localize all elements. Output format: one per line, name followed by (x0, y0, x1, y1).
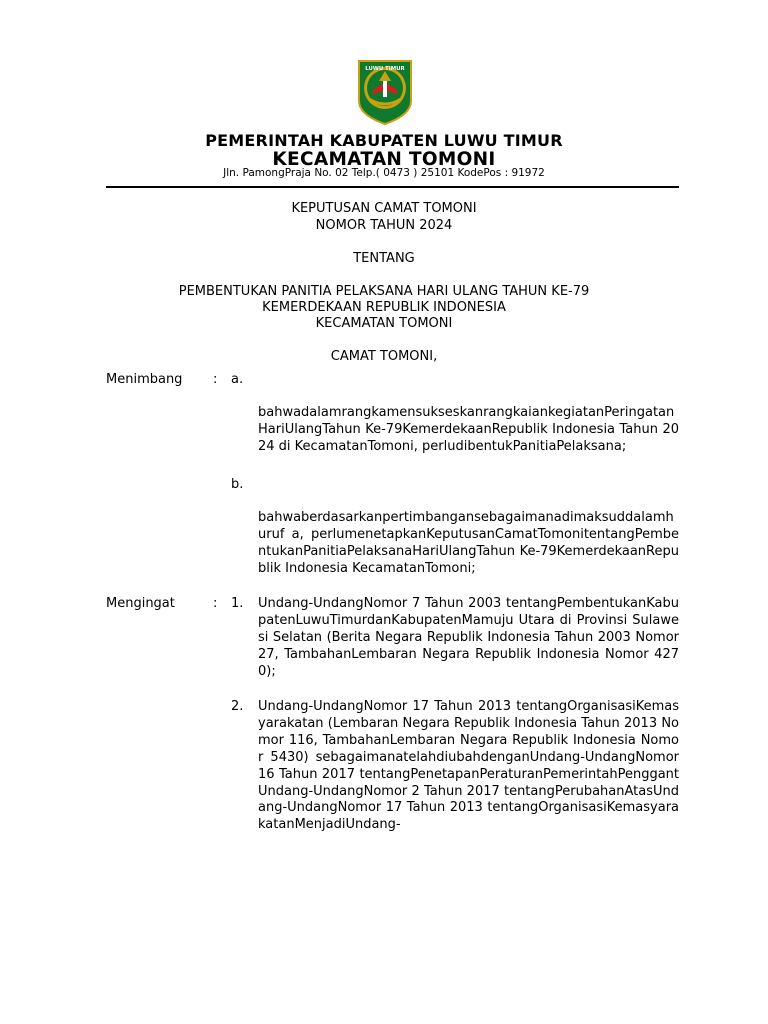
menimbang-colon: : (213, 372, 218, 387)
mengingat-1-marker: 1. (231, 596, 244, 611)
emblem-text: LUWU TIMUR (365, 66, 405, 72)
luwu-timur-emblem (357, 57, 413, 125)
menimbang-label: Menimbang (106, 372, 183, 387)
menimbang-a-text: bahwadalamrangkamensukseskanrangkaiankegiatanPeringatanHariUlangTahun Ke-79KemerdekaanRepublik Indonesia Tahun 2024 di KecamatanTomoni, perludibentukPanitiaPelaksana; (258, 405, 679, 454)
subject-line-3: KECAMATAN TOMONI (315, 316, 453, 331)
menimbang-b-text: bahwaberdasarkanpertimbangansebagaimanadimaksuddalamhuruf a, perlumenetapkanKeputusanCamatTomonitentangPembentukanPanitiaPelaksanaHariUlangTahun Ke-79KemerdekaanRepublik Indonesia KecamatanTomoni; (258, 510, 679, 576)
government-name: PEMERINTAH KABUPATEN LUWU TIMUR (205, 131, 563, 150)
mengingat-2-text: Undang-UndangNomor 17 Tahun 2013 tentangOrganisasiKemasyarakatan (Lembaran Negara Republik Indonesia Tahun 2013 Nomor 116, TambahanLembaran Negara Republik Indonesia Nomor 5430) sebagaimanatelahdiubahdenganUndang-UndangNomor 16 Tahun 2017 tentangPenetapanPeraturanPemerintahPenggantUndang-UndangNomor 2 Tahun 2017 tentangPerubahanAtasUndang-UndangNomor 17 Tahun 2013 tentangOrganisasiKemasyarakatanMenjadiUndang- (258, 699, 679, 833)
subdistrict-name: KECAMATAN TOMONI (272, 149, 496, 170)
official-title: CAMAT TOMONI, (330, 349, 438, 364)
decree-title: KEPUTUSAN CAMAT TOMONI (291, 201, 477, 216)
mengingat-1-text: Undang-UndangNomor 7 Tahun 2003 tentangPembentukanKabupatenLuwuTimurdanKabupatenMamuju Utara di Provinsi Sulawesi Selatan (Berita Negara Republik Indonesia Tahun 2003 Nomor 27, TambahanLembaran Negara Republik Indonesia Nomor 4270); (258, 596, 679, 679)
subject-line-2: KEMERDEKAAN REPUBLIK INDONESIA (262, 300, 506, 315)
mengingat-2-marker: 2. (231, 699, 244, 714)
menimbang-a-marker: a. (231, 372, 244, 387)
menimbang-b-marker: b. (231, 477, 244, 492)
header-divider (106, 186, 679, 188)
mengingat-colon: : (213, 596, 218, 611)
office-address: Jln. PamongPraja No. 02 Telp.( 0473 ) 25101 KodePos : 91972 (223, 167, 545, 179)
decree-number: NOMOR TAHUN 2024 (315, 218, 453, 233)
about-heading: TENTANG (353, 251, 415, 266)
subject-line-1: PEMBENTUKAN PANITIA PELAKSANA HARI ULANG TAHUN KE-79 (178, 284, 590, 299)
mengingat-label: Mengingat (106, 596, 175, 611)
